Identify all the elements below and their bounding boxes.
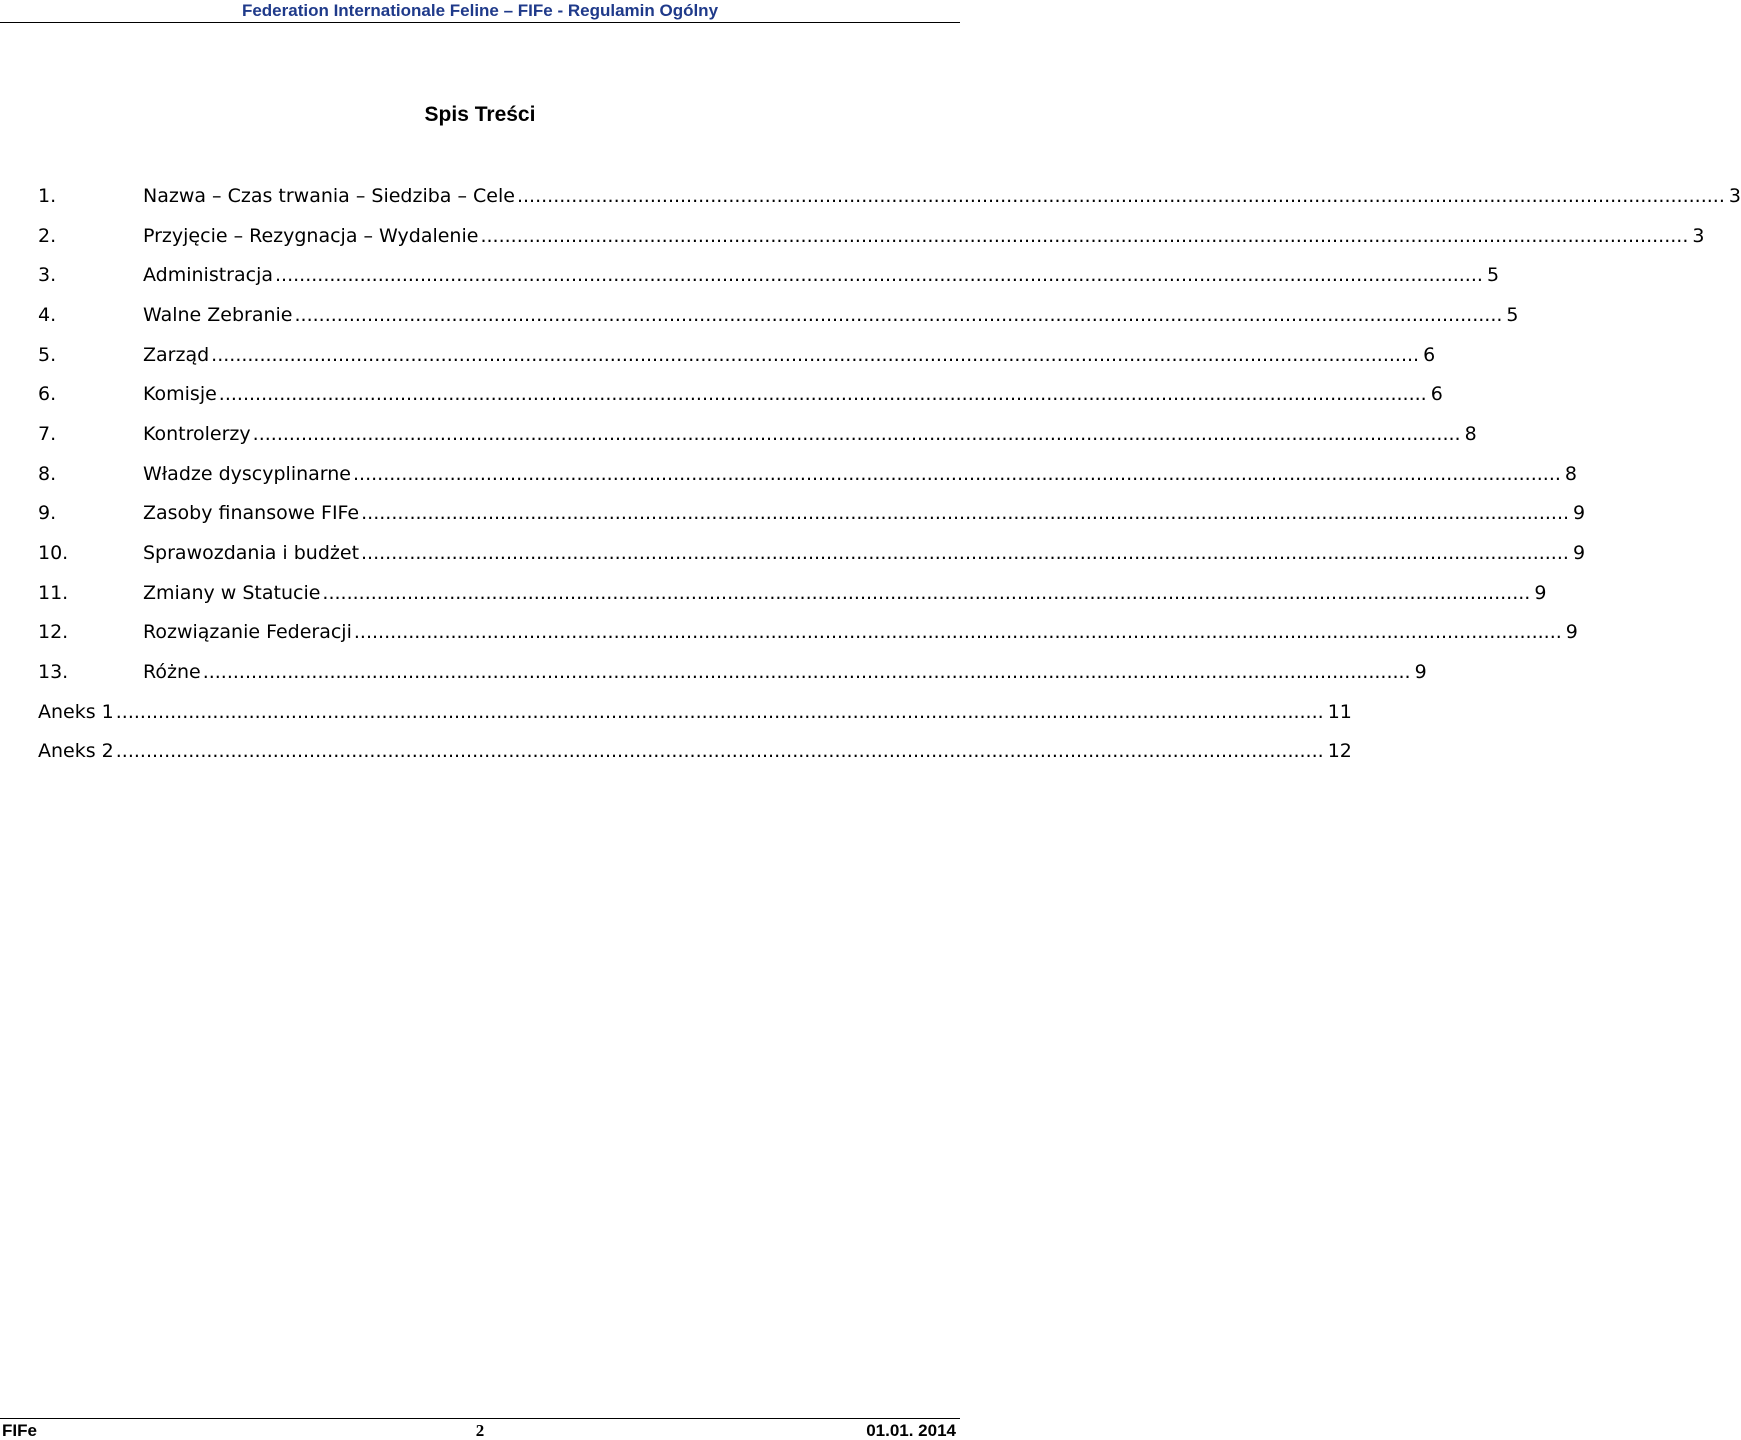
toc-entry-number: 12. [38,621,69,644]
toc-entry-page: 12 [1327,740,1352,763]
toc-entry-title: Nazwa – Czas trwania – Siedziba – Cele [143,184,515,207]
toc-entry-number: 8. [38,462,57,485]
toc-entry-page: 8 [1564,462,1578,485]
toc-entry[interactable] [38,652,1427,692]
toc-leader-dots: ........................................................................................................................................................................................................ [115,700,1324,723]
toc-entry[interactable] [38,335,1436,375]
page-footer [0,1421,960,1440]
running-header: Federation Internationale Feline – FIFe - Regulamin Ogólny [0,0,960,23]
footer-date: 01.01. 2014 [866,1421,956,1440]
toc-leader-dots: ........................................................................................................................................................................................................ [202,661,1411,684]
toc-entry-number: 1. [38,184,57,207]
toc-leader-dots: ........................................................................................................................................................................................................ [218,383,1427,406]
toc-entry-page: 6 [1430,383,1443,406]
toc-entry-page: 3 [1728,184,1741,207]
toc-entry[interactable] [38,374,1443,414]
toc-leader-dots: ........................................................................................................................................................................................................ [353,621,1562,644]
toc-leader-dots: ........................................................................................................................................................................................................ [361,542,1569,565]
toc-entry-title: Przyjęcie – Rezygnacja – Wydalenie [143,224,479,247]
toc-entry-title: Różne [143,661,201,684]
toc-entry-title: Władze dyscyplinarne [143,462,351,485]
toc-entry-number: 4. [38,303,57,326]
toc-leader-dots: ........................................................................................................................................................................................................ [322,581,1531,604]
toc-entry[interactable] [38,573,1547,613]
toc-entry-number: 7. [38,422,57,445]
toc-entry-title: Komisje [143,383,217,406]
toc-leader-dots: ........................................................................................................................................................................................................ [353,462,1561,485]
toc-entry-title: Aneks 2 [38,740,114,763]
toc-entry-page: 9 [1565,621,1578,644]
toc-entry[interactable] [38,216,1705,256]
toc-entry-number: 6. [38,383,57,406]
toc-entry-number: 13. [38,661,69,684]
toc-annex-entry[interactable] [38,692,1352,732]
page-number: 2 [475,1421,485,1440]
toc-entry[interactable] [38,494,1586,534]
toc-entry-number: 9. [38,502,57,525]
toc-entry-title: Zmiany w Statucie [143,581,321,604]
toc-entry[interactable] [38,295,1519,335]
toc-entry[interactable] [38,414,1477,454]
toc-entry[interactable] [38,176,1741,216]
toc-entry-page: 5 [1486,264,1500,287]
toc-leader-dots: ........................................................................................................................................................................................................ [275,264,1483,287]
toc-leader-dots: ........................................................................................................................................................................................................ [252,422,1461,445]
toc-entry-title: Rozwiązanie Federacji [143,621,352,644]
toc-entry[interactable] [38,533,1586,573]
toc-entry-title: Walne Zebranie [143,303,293,326]
toc-entry-page: 6 [1423,343,1436,366]
footer-divider [0,1418,960,1419]
footer-org: FIFe [2,1421,37,1440]
toc-entry-title: Sprawozdania i budżet [143,542,360,565]
toc-leader-dots: ........................................................................................................................................................................................................ [294,303,1503,326]
toc-entry-title: Aneks 1 [38,700,114,723]
toc-entry-page: 11 [1327,700,1352,723]
toc-entry-title: Zasoby finansowe FIFe [143,502,360,525]
toc-title: Spis Treści [424,103,536,126]
toc-entry-page: 5 [1506,303,1519,326]
toc-leader-dots: ........................................................................................................................................................................................................ [516,184,1725,207]
toc-entry-title: Administracja [143,264,274,287]
toc-entry-page: 9 [1573,502,1586,525]
toc-entry-number: 10. [38,542,69,565]
toc-entry-title: Kontrolerzy [143,422,251,445]
toc-entry-page: 9 [1534,581,1547,604]
toc-entry-number: 11. [38,581,69,604]
toc-entry-page: 8 [1464,422,1477,445]
toc-leader-dots: ........................................................................................................................................................................................................ [361,502,1570,525]
toc-entry[interactable] [38,255,1500,295]
toc-leader-dots: ........................................................................................................................................................................................................ [115,740,1324,763]
table-of-contents [38,176,1741,771]
toc-entry-number: 3. [38,264,57,287]
toc-entry-title: Zarząd [143,343,210,366]
toc-entry-page: 9 [1572,542,1586,565]
toc-entry-page: 3 [1692,224,1705,247]
toc-annex-entry[interactable] [38,732,1352,772]
toc-entry-number: 5. [38,343,57,366]
toc-leader-dots: ........................................................................................................................................................................................................ [211,343,1420,366]
toc-entry-number: 2. [38,224,57,247]
toc-entry[interactable] [38,613,1578,653]
toc-entry[interactable] [38,454,1578,494]
toc-entry-page: 9 [1414,661,1427,684]
toc-leader-dots: ........................................................................................................................................................................................................ [480,224,1689,247]
